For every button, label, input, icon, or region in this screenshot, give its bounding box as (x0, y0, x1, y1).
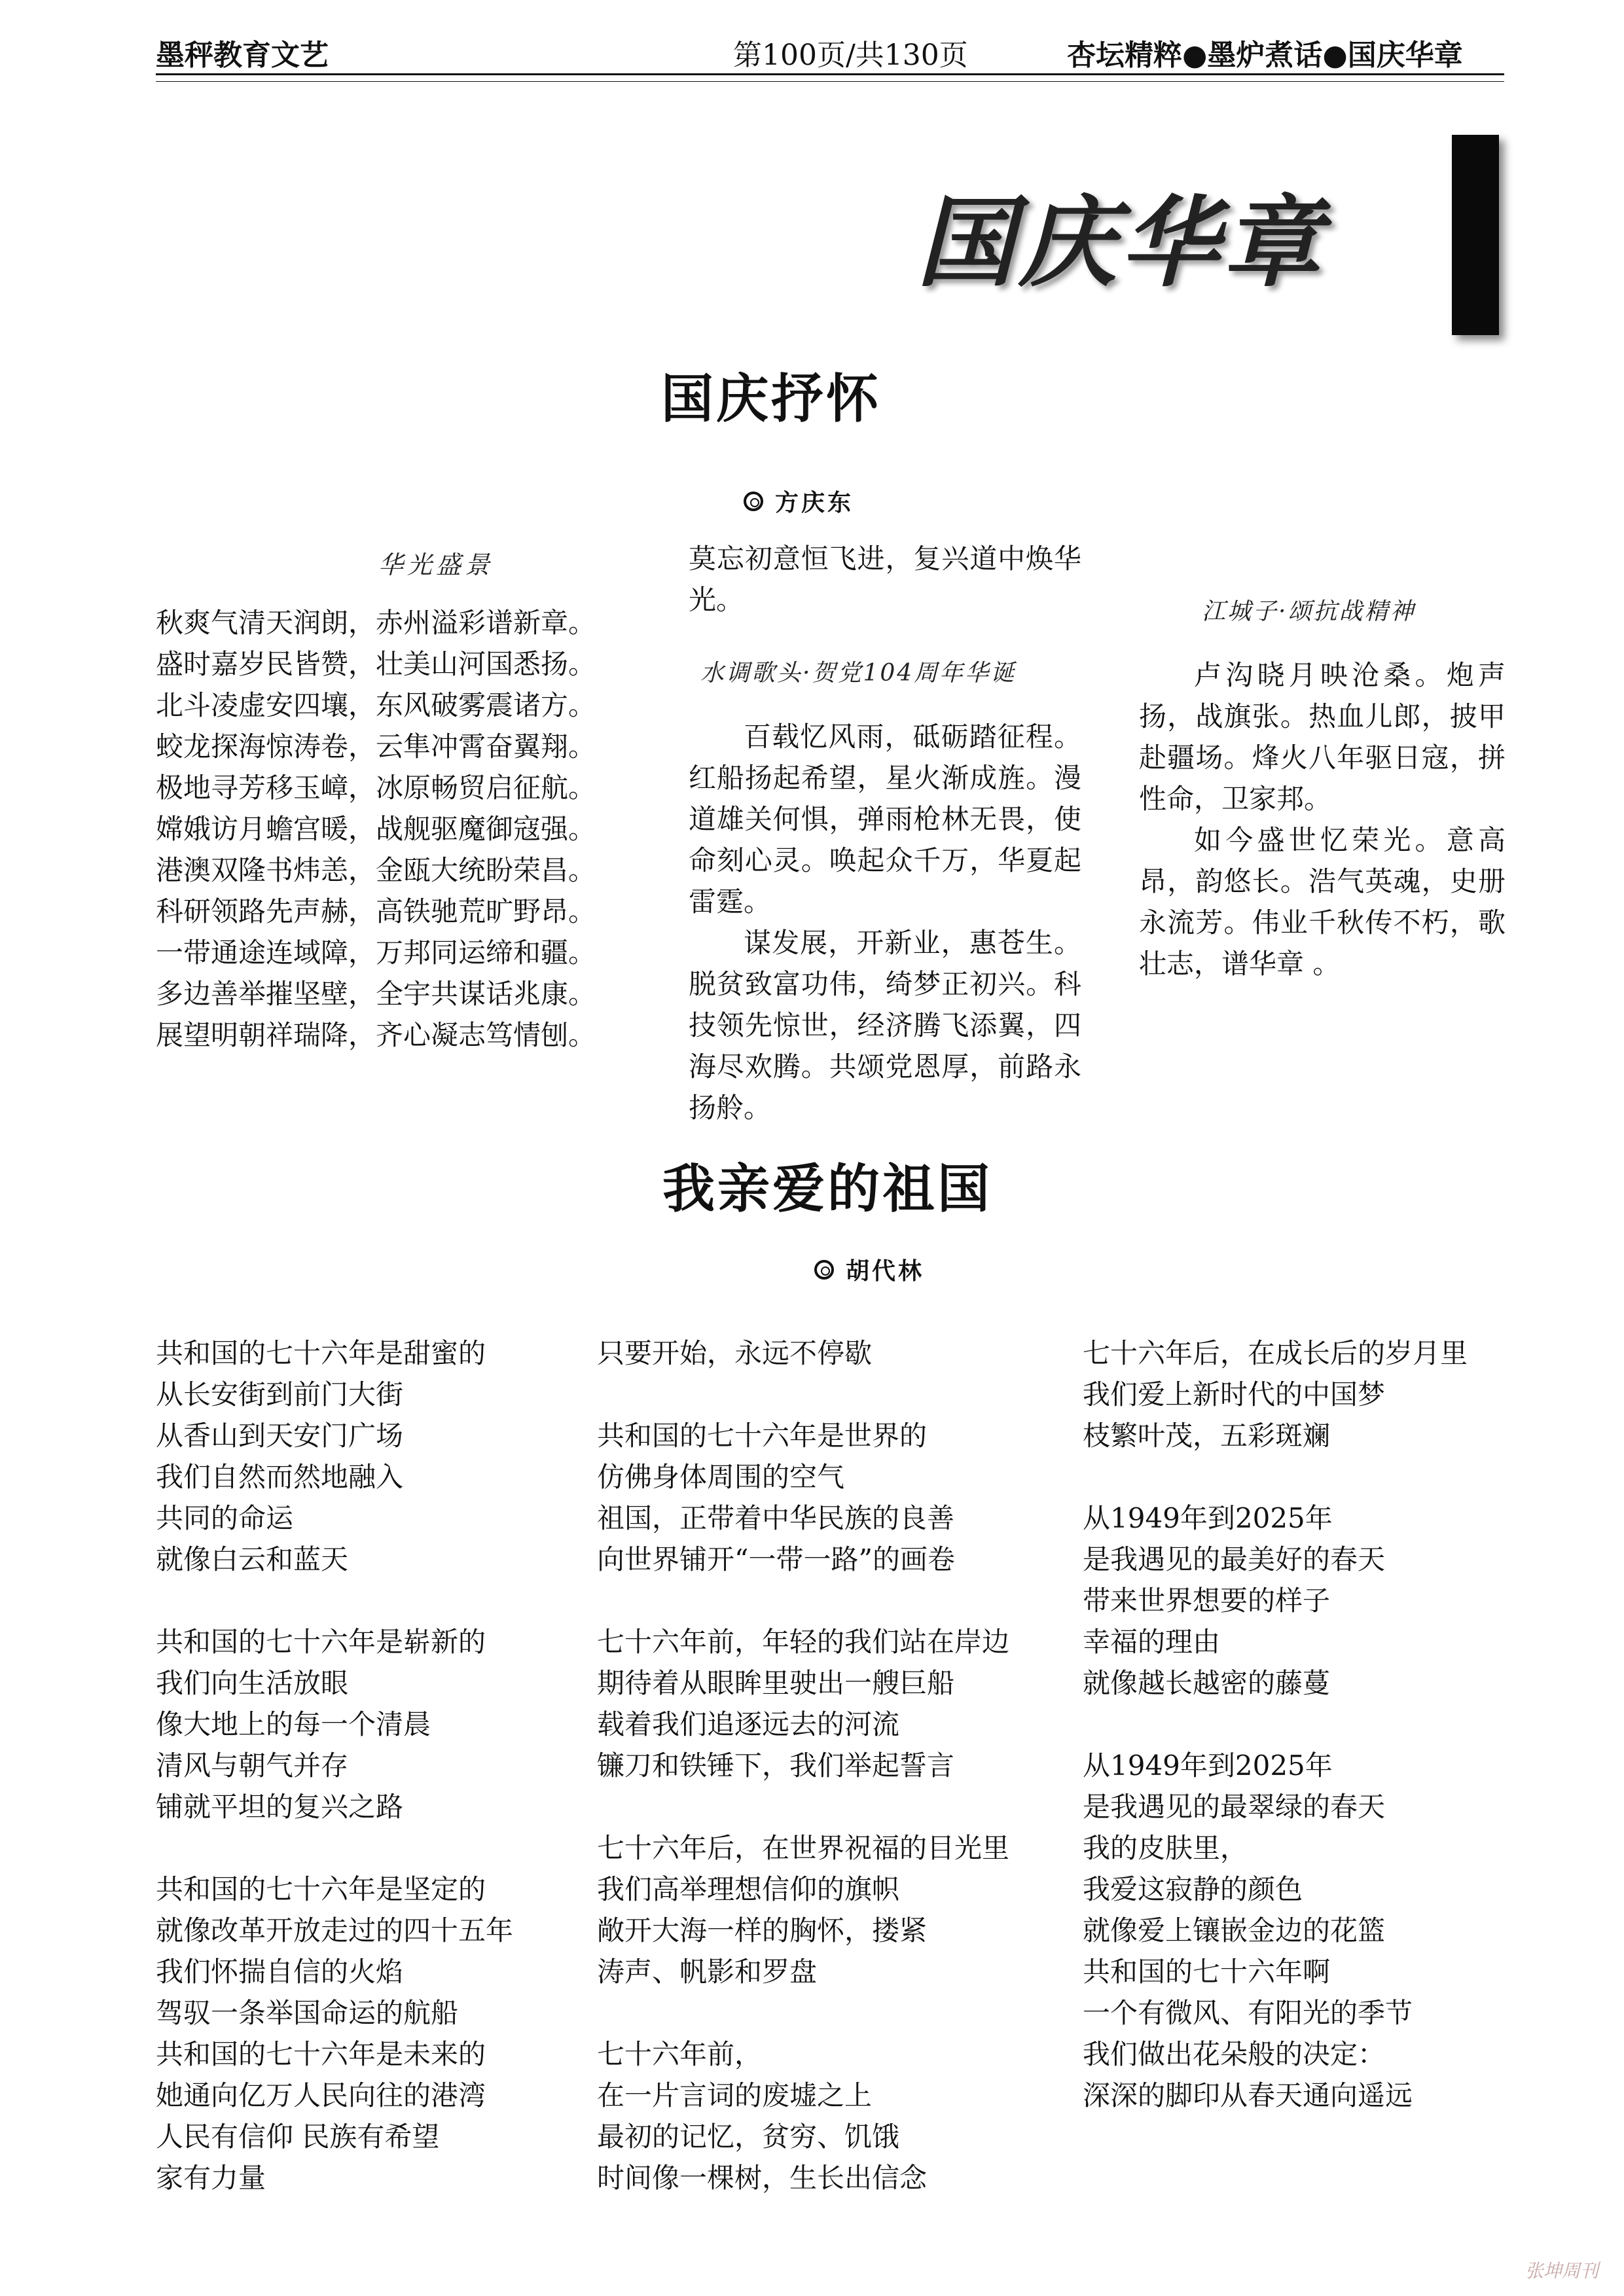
poem1-part2-subtitle: 水调歌头·贺党104周年华诞 (700, 660, 1017, 687)
watermark: 张坤周刊 (1525, 2260, 1599, 2282)
poem1-title: 国庆抒怀 (661, 368, 881, 429)
section-banner-title: 国庆华章 (916, 185, 1326, 300)
verse-line: 一带通途连域障，万邦同运缔和疆。 (156, 937, 596, 969)
poem1-author-line (744, 484, 854, 518)
verse-line: 秋爽气清天润朗，赤州溢彩谱新章。 (156, 607, 596, 639)
poem2-column-3: 七十六年后，在成长后的岁月里 我们爱上新时代的中国梦 枝繁叶茂，五彩斑斓 从1949年到2025年 是我遇见的最美好的春天 带来世界想要的样子 幸福的理由 就像越长越密的藤蔓 从1949年到2025年 是我遇见的最翠绿的春天 我的皮肤里， 我爱这寂静的颜色 就像爱上镶嵌金边的花篮 共和国的七十六年啊 一个有微风、有阳光的季节 我们做出花朵般的决定： 深深的脚印从春天通向遥远 (1083, 1337, 1468, 2111)
author-ring-icon (814, 1260, 834, 1280)
poem1-part3-para2: 如今盛世忆荣光。意高昂，韵悠长。浩气英魂，史册永流芳。伟业千秋传不朽，歌壮志，谱华章 。 (1139, 824, 1506, 980)
verse-line: 展望明朝祥瑞降，齐心凝志笃情刨。 (156, 1019, 596, 1051)
poem2-column-2: 只要开始，永远不停歇 共和国的七十六年是世界的 仿佛身体周围的空气 祖国，正带着中华民族的良善 向世界铺开“一带一路”的画卷 七十六年前，年轻的我们站在岸边 期待着从眼眸里驶出一艘巨船 载着我们追逐远去的河流 镰刀和铁锤下，我们举起誓言 七十六年后，在世界祝福的目光里 我们高举理想信仰的旗帜 敞开大海一样的胸怀，搂紧 涛声、帆影和罗盘 七十六年前， 在一片言词的废墟之上 最初的记忆，贫穷、饥饿 时间像一棵树，生长出信念 (597, 1337, 1010, 2194)
banner-black-bar (1452, 135, 1499, 335)
poem2-author-line (814, 1253, 924, 1286)
verse-line: 多边善举摧坚壁，全宇共谋话兆康。 (156, 978, 596, 1010)
verse-line: 盛时嘉岁民皆赞，壮美山河国悉扬。 (156, 648, 596, 680)
poem1-part3-para1: 卢沟晓月映沧桑。炮声扬，战旗张。热血儿郎，披甲赴疆场。烽火八年驱日寇，拼性命，卫家邦。 (1139, 659, 1506, 815)
poem1-part2-para2: 谋发展，开新业，惠苍生。脱贫致富功伟，绮梦正初兴。科技领先惊世，经济腾飞添翼，四海尽欢腾。共颂党恩厚，前路永扬舲。 (689, 927, 1081, 1124)
header-publication: 墨秤教育文艺 (156, 39, 329, 72)
poem1-part1-lines (156, 602, 627, 1056)
verse-line: 极地寻芳移玉嶂，冰原畅贸启征航。 (156, 772, 596, 804)
header-rule-thin (156, 81, 1504, 82)
verse-line: 嫦娥访月蟾宫暖，战舰驱魔御寇强。 (156, 813, 596, 845)
author-ring-icon (744, 492, 763, 511)
header-rule (156, 73, 1504, 75)
poem1-part2-para1: 百载忆风雨，砥砺踏征程。红船扬起希望，星火渐成旌。漫道雄关何惧，弹雨枪林无畏，使命刻心灵。唤起众千万，华夏起雷霆。 (689, 721, 1081, 918)
poem1-part3-subtitle: 江城子·颂抗战精神 (1202, 598, 1416, 625)
poem1-part1-subtitle: 华光盛景 (378, 550, 494, 579)
poem2-column-1: 共和国的七十六年是甜蜜的 从长安街到前门大街 从香山到天安门广场 我们自然而然地融入 共同的命运 就像白云和蓝天 共和国的七十六年是崭新的 我们向生活放眼 像大地上的每一个清晨 清风与朝气并存 铺就平坦的复兴之路 共和国的七十六年是坚定的 就像改革开放走过的四十五年 我们怀揣自信的火焰 驾驭一条举国命运的航船 共和国的七十六年是未来的 她通向亿万人民向往的港湾 人民有信仰 民族有希望 家有力量 (156, 1337, 514, 2194)
verse-line: 科研领路先声赫，高铁驰荒旷野昂。 (156, 895, 596, 927)
verse-line: 北斗凌虚安四壤，东风破雾震诸方。 (156, 689, 596, 721)
header-section-path: 杏坛精粹●墨炉煮话●国庆华章 (1067, 39, 1463, 72)
poem2-author: 胡代林 (846, 1257, 925, 1285)
verse-line: 蛟龙探海惊涛卷，云隼冲霄奋翼翔。 (156, 730, 596, 762)
poem1-author: 方庆东 (775, 489, 854, 516)
verse-line: 港澳双隆书炜恙，金瓯大统盼荣昌。 (156, 854, 596, 886)
header-page-number: 第100页/共130页 (733, 39, 968, 72)
poem1-part1-tail: 莫忘初意恒飞进，复兴道中焕华光。 (689, 543, 1081, 616)
poem2-title: 我亲爱的祖国 (662, 1158, 992, 1219)
